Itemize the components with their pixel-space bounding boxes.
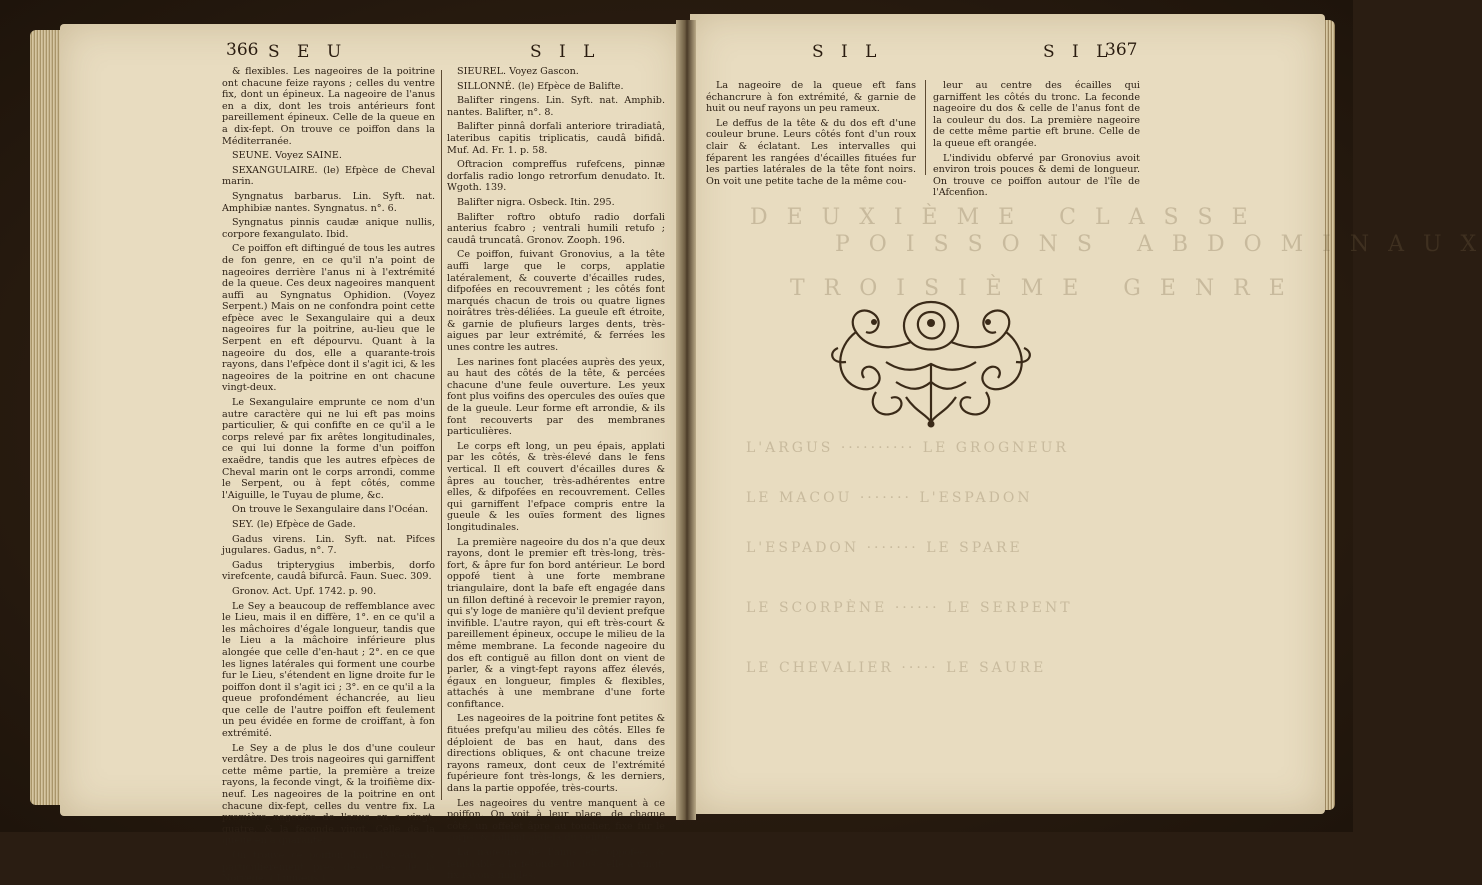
text-paragraph: SEXANGULAIRE. (le) Efpèce de Cheval marin. — [222, 164, 435, 188]
text-paragraph: Les nageoires du ventre manquent à ce poiffon. On voit à leur place, de chaque côté, un offelet âpre au toucher, fixe fur le corps, & faillant audelà du ventre. — [447, 797, 665, 844]
show-through-text: L'ESPADON ······· LE SPARE — [746, 540, 1023, 556]
text-paragraph: Ce poiffon, fuivant Gronovius, a la tête auffi large que le corps, applatie latéralement, & couverte d'écailles rudes, difpofées en recouvrement ; les côtés font marqués chacun de trois ou quatre lignes noirâtres très-déliées. La gueule eft étroite, & garnie de plufieurs larges dents, très-aigues par leur extrémité, & ferrées les unes contre les autres. — [447, 249, 665, 354]
text-paragraph: Gronov. Act. Upf. 1742. p. 90. — [232, 585, 377, 597]
text-paragraph: SEUNE. Voyez SAINE. — [232, 150, 342, 162]
text-paragraph: Balifter ringens. Lin. Syft. nat. Amphib. nantes. Balifter, n°. 8. — [447, 95, 665, 118]
text-paragraph: SILLONNÉ. (le) Efpèce de Balifte. — [457, 80, 624, 92]
text-paragraph: Syngnatus barbarus. Lin. Syft. nat. Amphibiæ nantes. Syngnatus. n°. 6. — [222, 190, 435, 214]
column-divider — [441, 70, 442, 800]
text-paragraph: La première nageoire du dos n'a que deux rayons, dont le premier eft très-long, très-fort, & âpre fur fon bord antérieur. Le bord oppofé tient à une forte membrane triangulaire, dont la bafe eft engagée dans un fillon deftiné à recevoir le premier rayon, qui s'y loge de manière qu'il devient prefque invifible. L'autre rayon, qui eft très-court & pareillement épineux, occupe le milieu de la même membrane. La feconde nageoire du dos eft contiguë au fillon dont on vient de parler, & a vingt-fept rayons affez élevés, égaux en longueur, fimples & flexibles, attachés à une membrane d'une forte confiftance. — [447, 536, 665, 710]
text-paragraph: Oftracion compreffus rufefcens, pinnæ dorfalis radio longo retrorfum denudato. It. Wgoth. 139. — [447, 159, 665, 194]
text-paragraph: Gadus virens. Lin. Syft. nat. Pifces jugulares. Gadus, n°. 7. — [222, 533, 435, 557]
book-spine — [676, 20, 696, 820]
text-paragraph: Les nageoires de la poitrine font petites & fituées prefqu'au milieu des côtés. Elles fe déploient de bas en haut, dans des directions obliques, & ont chacune treize rayons rameux, dont ceux de l'extrémité fupérieure font très-longs, & les derniers, dans la partie oppofée, très-courts. — [447, 713, 665, 795]
text-paragraph: La nageoire de l'anus eft oppofée, & femblable à la feconde du dos ; elle a vingt-fix rayons fimples, — [447, 847, 665, 882]
left-page-column-2 — [447, 66, 665, 882]
text-paragraph: Balifter pinnâ dorfali anteriore triradiatâ, lateribus capitis triplicatis, caudâ bifidâ. Muf. Ad. Fr. 1. p. 58. — [447, 121, 665, 156]
text-paragraph: Le Sey a de plus le dos d'une couleur verdâtre. Des trois nageoires qui garniffent cette même partie, la première a treize rayons, la feconde vingt, & la troifième dix-neuf. Les nageoires de la poitrine en ont chacune dix-fept, celles du ventre fix. La première nageoire de l'anus en a vingt-quatre, & la feconde vingt. Celle de la queue en a quarante. — [222, 742, 435, 847]
left-folio: 366 — [226, 40, 259, 60]
left-running-head-1: S E U — [268, 42, 348, 62]
text-paragraph: On trouve le Sexangulaire dans l'Océan. — [232, 504, 429, 516]
left-running-head-2: S I L — [530, 42, 601, 62]
text-paragraph: & flexibles. Les nageoires de la poitrine ont chacune feize rayons ; celles du ventre fix, dont un épineux. La nageoire de l'anus en a dix, dont les trois antérieurs font pareillement épineux. Celle de la queue en a dix-fept. On trouve ce poiffon dans la Méditerranée. — [222, 66, 435, 147]
text-paragraph: Le deffus de la tête & du dos eft d'une couleur brune. Leurs côtés font d'un roux clair & éclatant. Les intervalles qui féparent les rangées d'écailles fituées fur les parties latérales de la tête font noirs. On voit une petite tache de la même cou- — [706, 117, 916, 187]
text-paragraph: On trouve ce poiffon dans l'Océan, & particulièrement près des côtes de la Norvège. ( Linnæus ). — [222, 850, 435, 885]
right-folio: 367 — [1105, 40, 1138, 60]
show-through-text: P O I S S O N S A B D O M I N A U X — [835, 232, 1482, 257]
text-paragraph: Les narines font placées auprès des yeux, au haut des côtés de la tête, & percées chacune d'une feule ouverture. Les yeux font plus voifins des opercules des ouïes que de la gueule. Leur forme eft arrondie, & ils font recouverts par des membranes particulières. — [447, 356, 665, 438]
show-through-text: LE SCORPÈNE ······ LE SERPENT — [746, 600, 1073, 616]
right-page-column-1 — [706, 80, 916, 187]
text-paragraph: Le Sexangulaire emprunte ce nom d'un autre caractère qui ne lui eft pas moins particulier, & qui confifte en ce qu'il a le corps relevé par fix arêtes longitudinales, ce qui lui donne la forme d'un poiffon exaëdre, tandis que les autres efpèces de Cheval marin ont le corps arrondi, comme le Serpent, ou à fept côtés, comme l'Aiguille, le Tuyau de plume, &c. — [222, 397, 435, 501]
show-through-text: D E U X I È M E C L A S S E — [750, 205, 1254, 230]
text-paragraph: SIEUREL. Voyez Gascon. — [457, 66, 579, 77]
text-paragraph: Ce poiffon eft diftingué de tous les autres de fon genre, en ce qu'il n'a point de nageoires derrière l'anus ni à l'extrémité de la queue. Ces deux nageoires manquent auffi au Syngnatus Ophidion. (Voyez Serpent.) Mais on ne confondra point cette efpèce avec le Sexangulaire qui a deux nageoires fur la poitrine, au-lieu que le Serpent en eft dépourvu. Quant à la nageoire du dos, elle a quarante-trois rayons, dans l'efpèce dont il s'agit ici, & les nageoires de la poitrine en ont chacune vingt-deux. — [222, 243, 435, 394]
show-through-text: L'ARGUS ·········· LE GROGNEUR — [746, 440, 1069, 456]
text-paragraph: leur au centre des écailles qui garniffent les côtés du tronc. La feconde nageoire du dos & celle de l'anus font de la couleur du dos. La première nageoire de cette même partie eft brune. Celle de la queue eft orangée. — [933, 80, 1140, 149]
show-through-text: LE MACOU ······· L'ESPADON — [746, 490, 1033, 506]
text-paragraph: La nageoire de la queue eft fans échancrure à fon extrémité, & garnie de huit ou neuf rayons un peu rameux. — [706, 80, 916, 115]
column-divider-right — [925, 80, 926, 175]
decorative-ornament-icon — [826, 292, 1036, 432]
text-paragraph: Balifter roftro obtufo radio dorfali anterius fcabro ; ventrali humili retufo ; caudâ truncatâ. Gronov. Zooph. 196. — [447, 211, 665, 246]
left-page-column-1 — [222, 66, 435, 885]
text-paragraph: SEY. (le) Efpèce de Gade. — [232, 518, 356, 530]
right-running-head-1: S I L — [812, 42, 883, 62]
show-through-text: LE CHEVALIER ····· LE SAURE — [746, 660, 1047, 676]
text-paragraph: Gadus tripterygius imberbis, dorfo virefcente, caudâ bifurcâ. Faun. Suec. 309. — [222, 559, 435, 583]
text-paragraph: Le corps eft long, un peu épais, applati par les côtés, & très-élevé dans le fens vertical. Il eft couvert d'écailles dures & âpres au toucher, très-adhérentes entre elles, & difpofées en recouvrement. Celles qui garniffent l'efpace compris entre la gueule & les ouïes forment des lignes longitudinales. — [447, 440, 665, 533]
text-paragraph: Balifter nigra. Osbeck. Itin. 295. — [457, 196, 615, 208]
text-paragraph: Syngnatus pinnis caudæ anique nullis, corpore fexangulato. Ibid. — [222, 217, 435, 240]
text-paragraph: L'individu obfervé par Gronovius avoit environ trois pouces & demi de longueur. On trouve ce poiffon autour de l'île de l'Afcenfion. — [933, 152, 1140, 199]
text-paragraph: Le Sey a beaucoup de reffemblance avec le Lieu, mais il en diffère, 1°. en ce qu'il a les mâchoires d'égale longueur, tandis que le Lieu a la mâchoire inférieure plus alongée que celle d'en-haut ; 2°. en ce que les lignes latérales qui forment une courbe fur le Lieu, s'étendent en ligne droite fur le poiffon dont il s'agit ici ; 3°. en ce qu'il a la queue profondément échancrée, au lieu que celle de l'autre poiffon eft feulement un peu évidée en forme de croiffant, à fon extrémité. — [222, 600, 435, 740]
show-through-text: T R O I S I È M E G E N R E — [790, 276, 1291, 301]
right-running-head-2: S I L — [1043, 42, 1114, 62]
right-page-column-2 — [933, 80, 1140, 199]
